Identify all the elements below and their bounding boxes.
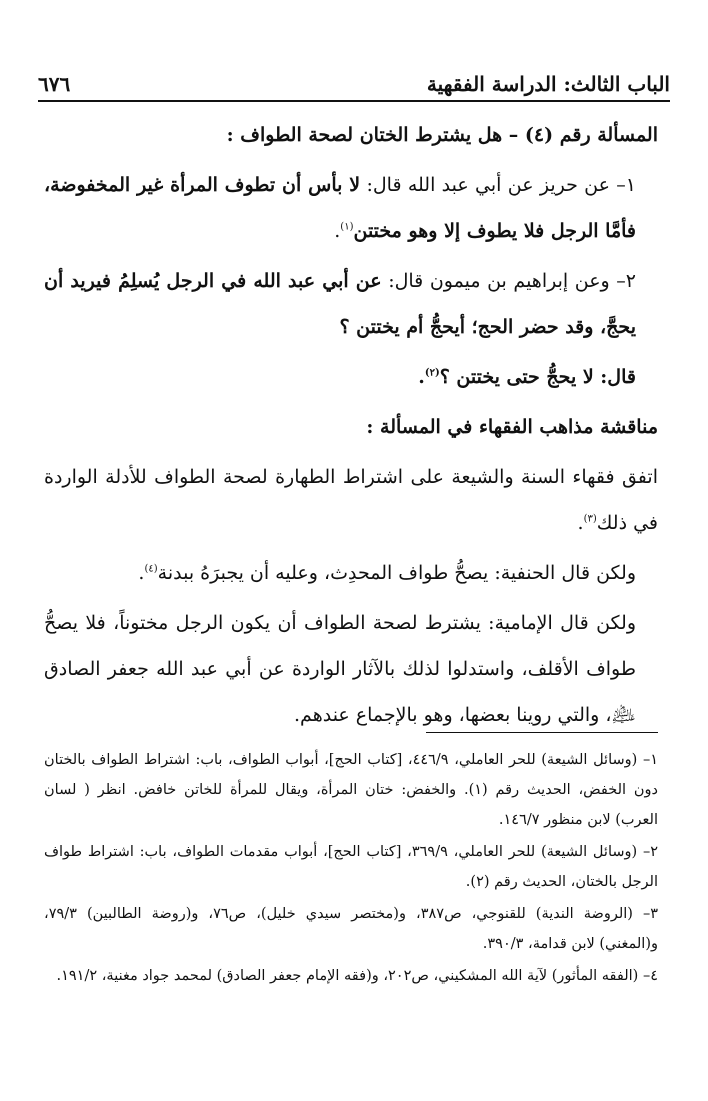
period-4: . [577, 512, 584, 534]
paragraph-1 [44, 162, 658, 254]
period-3: . [418, 366, 425, 388]
paragraph-5 [44, 550, 658, 596]
footnote-ref-1: (١) [340, 221, 354, 233]
footnotes [44, 745, 658, 993]
paragraph-6-text: يشترط لصحة الطواف أن يكون الرجل مختوناً، فلا يصحُّ طواف الأقلف، واستدلوا لذلك بالآثار الواردة عن أبي عبد الله جعفر الصادق ﵇، والتي روينا بعضها، وهو بالإجماع عندهم. [44, 612, 636, 726]
footnote-2: ٢– (وسائل الشيعة) للحر العاملي، ٣٦٩/٩، [كتاب الحج]، أبواب مقدمات الطواف، باب: اشتراط طواف الرجل بالختان، الحديث رقم (٢). [44, 844, 658, 890]
paragraph-2 [44, 258, 658, 350]
paragraph-5-text: ولكن قال الحنفية: يصحُّ طواف المحدِث، وعليه أن يجبرَهُ ببدنة [157, 562, 636, 584]
footnote-ref-4: (٤) [144, 563, 158, 575]
hadith-1: لا بأس أن تطوف المرأة غير المخفوضة، فأمَّا الرجل فلا يطوف إلا وهو مختتن [44, 174, 636, 242]
paragraph-3 [44, 354, 658, 400]
hadith-2: عن أبي عبد الله في الرجل يُسلِمُ فيريد أن يحجَّ، وقد حضر الحج؛ أيحجُّ أم يختتن ؟ [44, 270, 636, 338]
footnote-divider [426, 732, 658, 733]
footnote-ref-2: (٢) [424, 367, 440, 379]
paragraph-6-lead: ولكن قال الإمامية: [480, 612, 636, 634]
section-heading-1: المسألة رقم (٤) – هل يشترط الختان لصحة الطواف : [226, 124, 658, 146]
running-head: الباب الثالث: الدراسة الفقهية [426, 72, 670, 96]
footnote-4: ٤– (الفقه المأثور) لآية الله المشكيني، ص٢٠٢، و(فقه الإمام جعفر الصادق) لمحمد جواد مغنية، ١٩١/٢. [56, 968, 658, 984]
footnote-1: ١– (وسائل الشيعة) للحر العاملي، ٤٤٦/٩، [كتاب الحج]، أبواب الطواف، باب: اشتراط الطواف بالختان دون الخفض، الحديث رقم (١). والخفض: ختان المرأة، ويقال للمرأة للخاتن خافض. انظر ( لسان العرب) لابن منظور ١٤٦/٧. [44, 752, 658, 828]
page-number: ٦٧٦ [38, 72, 71, 96]
footnote-3: ٣– (الروضة الندية) للقنوجي، ص٣٨٧، و(مختصر سيدي خليل)، ص٧٦، و(روضة الطالبين) ٧٩/٣، و(المغني) لابن قدامة، ٣٩٠/٣. [44, 906, 658, 952]
hadith-answer: قال: لا يحجُّ حتى يختتن ؟ [439, 366, 636, 388]
main-text [44, 112, 658, 742]
footnote-ref-3: (٣) [583, 513, 597, 525]
period-5: . [138, 562, 145, 584]
narrator-1: ١– عن حريز عن أبي عبد الله قال: [360, 174, 636, 196]
page-header [38, 62, 670, 102]
paragraph-6 [44, 600, 658, 738]
narrator-2: ٢– وعن إبراهيم بن ميمون قال: [381, 270, 637, 292]
paragraph-4 [44, 454, 658, 546]
paragraph-4-text: اتفق فقهاء السنة والشيعة على اشتراط الطهارة لصحة الطواف للأدلة الواردة في ذلك [44, 466, 658, 534]
section-heading-2: مناقشة مذاهب الفقهاء في المسألة : [366, 416, 658, 438]
period-1: . [334, 220, 341, 242]
